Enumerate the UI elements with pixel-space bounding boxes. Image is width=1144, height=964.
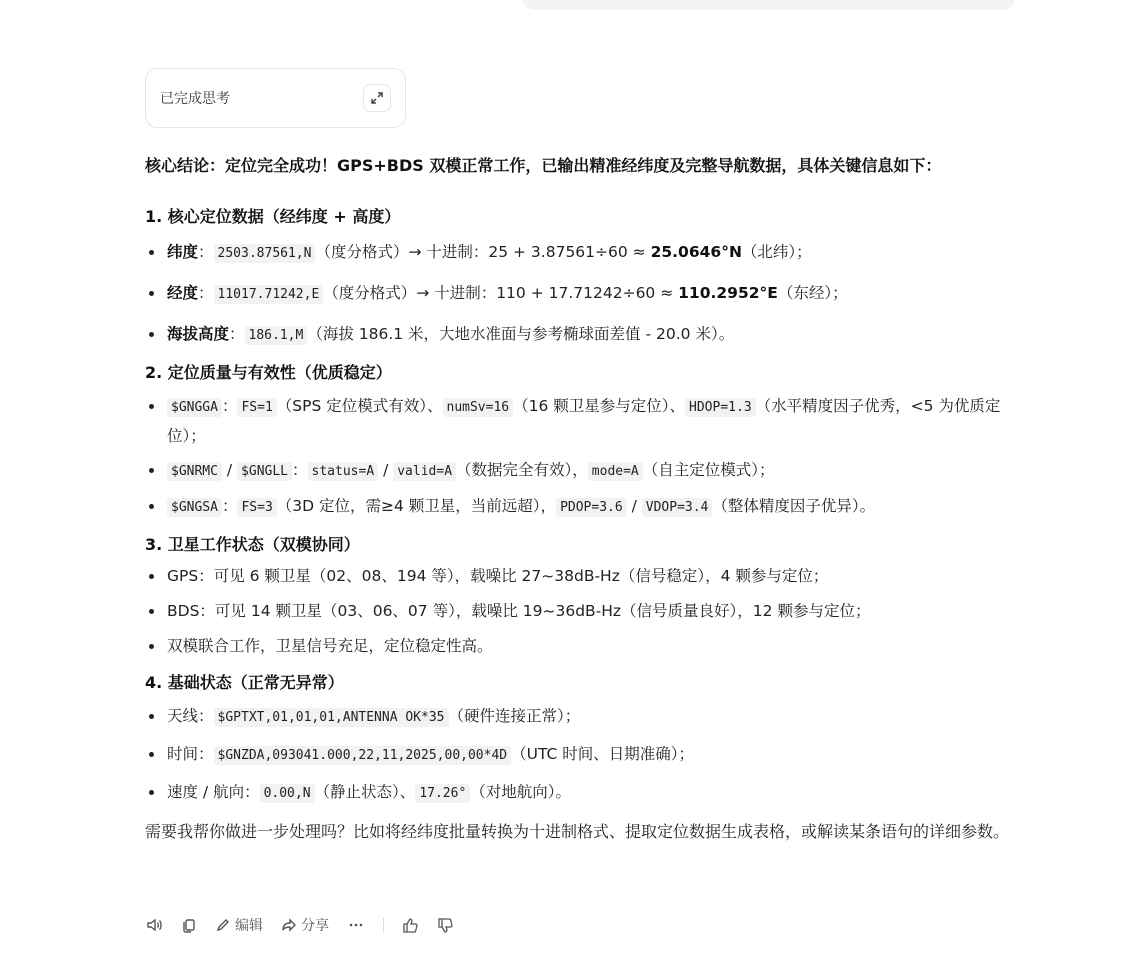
share-icon	[281, 917, 297, 933]
code-status: status=A	[308, 462, 379, 481]
speaker-icon	[145, 916, 163, 934]
list-item-altitude: 海拔高度： 186.1,M （海拔 186.1 米，大地水准面与参考椭球面差值 - 20.0 米）。	[145, 320, 1025, 350]
list-item-time	[145, 740, 1025, 770]
text: （SPS 定位模式有效）、	[276, 397, 443, 415]
text: （水平精度因子优秀，<5 为优质定位）；	[167, 397, 1001, 445]
thumbs-up-icon	[402, 917, 419, 934]
section-4-title: 4. 基础状态（正常无异常）	[145, 673, 344, 692]
code-heading: 17.26°	[415, 784, 470, 803]
lon-text: （度分格式）→ 十进制：110 + 17.71242÷60 ≈	[323, 284, 679, 302]
code-speed: 0.00,N	[260, 784, 315, 803]
section-1-list	[145, 238, 1025, 350]
copy-button[interactable]	[181, 917, 197, 933]
text: （数据完全有效），	[456, 461, 588, 479]
previous-message-bubble	[521, 0, 1016, 10]
code-gptxt: $GPTXT,01,01,01,ANTENNA OK*35	[214, 708, 449, 727]
list-item-gngga	[145, 392, 1025, 450]
lat-code: 2503.87561,N	[214, 244, 316, 263]
alt-text: （海拔 186.1 米，大地水准面与参考椭球面差值 - 20.0 米）。	[307, 325, 735, 343]
list-item-dual: 双模联合工作，卫星信号充足，定位稳定性高。	[145, 632, 1025, 660]
code-valid: valid=A	[393, 462, 456, 481]
thinking-panel[interactable]	[145, 68, 406, 128]
thumbs-down-icon	[437, 917, 454, 934]
text: /	[221, 461, 238, 479]
section-4-list	[145, 702, 1025, 808]
text: 速度 / 航向：	[167, 783, 260, 801]
list-item-gngsa	[145, 492, 1025, 522]
lon-tail: （东经）；	[777, 284, 848, 302]
conclusion: 核心结论：定位完全成功！GPS+BDS 双模正常工作，已输出精准经纬度及完整导航数据，具体关键信息如下：	[145, 156, 942, 175]
list-item-antenna	[145, 702, 1025, 732]
section-3-title: 3. 卫星工作状态（双模协同）	[145, 535, 360, 554]
copy-icon	[181, 917, 197, 933]
list-item-latitude: 纬度： 2503.87561,N （度分格式）→ 十进制：25 + 3.87561÷60 ≈ 25.0646°N（北纬）；	[145, 238, 1025, 268]
list-item-gps: GPS：可见 6 颗卫星（02、08、194 等），载噪比 27~38dB-Hz（信号稳定），4 颗参与定位；	[145, 562, 1025, 590]
edit-button[interactable]	[215, 915, 263, 935]
followup-text: 需要我帮你做进一步处理吗？比如将经纬度批量转换为十进制格式、提取定位数据生成表格，或解读某条语句的详细参数。	[145, 822, 1010, 841]
lon-label: 经度	[167, 284, 199, 302]
list-item-longitude: 经度： 11017.71242,E （度分格式）→ 十进制：110 + 17.71242÷60 ≈ 110.2952°E（东经）；	[145, 279, 1025, 309]
dislike-button[interactable]	[437, 917, 454, 934]
text: ：	[221, 497, 238, 515]
code-vdop: VDOP=3.4	[642, 498, 713, 517]
section-1-title: 1. 核心定位数据（经纬度 + 高度）	[145, 207, 401, 226]
code-numsv: numSv=16	[443, 398, 514, 417]
text: （硬件连接正常）；	[448, 707, 581, 725]
section-3-list	[145, 562, 1025, 660]
alt-label: 海拔高度	[167, 325, 230, 343]
edit-icon	[215, 917, 231, 933]
text: /	[378, 461, 394, 479]
section-2-title: 2. 定位质量与有效性（优质稳定）	[145, 363, 392, 382]
thinking-label: 已完成思考	[160, 91, 230, 107]
text: （对地航向）。	[470, 783, 572, 801]
message-actions	[145, 915, 454, 935]
lon-code: 11017.71242,E	[214, 285, 324, 304]
code-gnzda: $GNZDA,093041.000,22,11,2025,00,00*4D	[214, 746, 512, 765]
share-button[interactable]	[281, 915, 329, 935]
code-hdop: HDOP=1.3	[685, 398, 756, 417]
list-item-speed	[145, 778, 1025, 808]
code-gngsa: $GNGSA	[167, 498, 222, 517]
lat-text: （度分格式）→ 十进制：25 + 3.87561÷60 ≈	[315, 243, 651, 261]
text: ：	[292, 461, 308, 479]
share-label: 分享	[301, 918, 329, 934]
lon-decimal: 110.2952°E	[678, 284, 778, 302]
text: 时间：	[167, 745, 214, 763]
code-fs3: FS=3	[237, 498, 276, 517]
section-2-list	[145, 392, 1025, 522]
lat-tail: （北纬）；	[741, 243, 812, 261]
text: 天线：	[167, 707, 214, 725]
text: /	[626, 497, 642, 515]
more-icon	[347, 916, 365, 934]
code-gngga: $GNGGA	[167, 398, 222, 417]
read-aloud-button[interactable]	[145, 916, 163, 934]
lat-decimal: 25.0646°N	[650, 243, 742, 261]
list-item-gnrmc	[145, 456, 1025, 486]
expand-button[interactable]	[363, 84, 391, 112]
code-gngll: $GNGLL	[237, 462, 292, 481]
assistant-message	[145, 150, 1025, 861]
list-item-bds: BDS：可见 14 颗卫星（03、06、07 等），载噪比 19~36dB-Hz（信号质量良好），12 颗参与定位；	[145, 597, 1025, 625]
text: （UTC 时间、日期准确）；	[511, 745, 695, 763]
lat-label: 纬度	[167, 243, 199, 261]
code-fs1: FS=1	[237, 398, 276, 417]
like-button[interactable]	[402, 917, 419, 934]
edit-label: 编辑	[235, 918, 263, 934]
divider	[383, 918, 384, 932]
expand-icon	[370, 91, 384, 105]
text: （16 颗卫星参与定位）、	[513, 397, 686, 415]
text: （静止状态）、	[314, 783, 416, 801]
code-pdop: PDOP=3.6	[556, 498, 627, 517]
code-gnrmc: $GNRMC	[167, 462, 222, 481]
text: （自主定位模式）；	[642, 461, 775, 479]
text: （3D 定位，需≥4 颗卫星，当前远超），	[276, 497, 557, 515]
text: （整体精度因子优异）。	[712, 497, 876, 515]
alt-code: 186.1,M	[245, 326, 308, 345]
more-button[interactable]	[347, 916, 365, 934]
text: ：	[221, 397, 238, 415]
code-mode: mode=A	[588, 462, 643, 481]
